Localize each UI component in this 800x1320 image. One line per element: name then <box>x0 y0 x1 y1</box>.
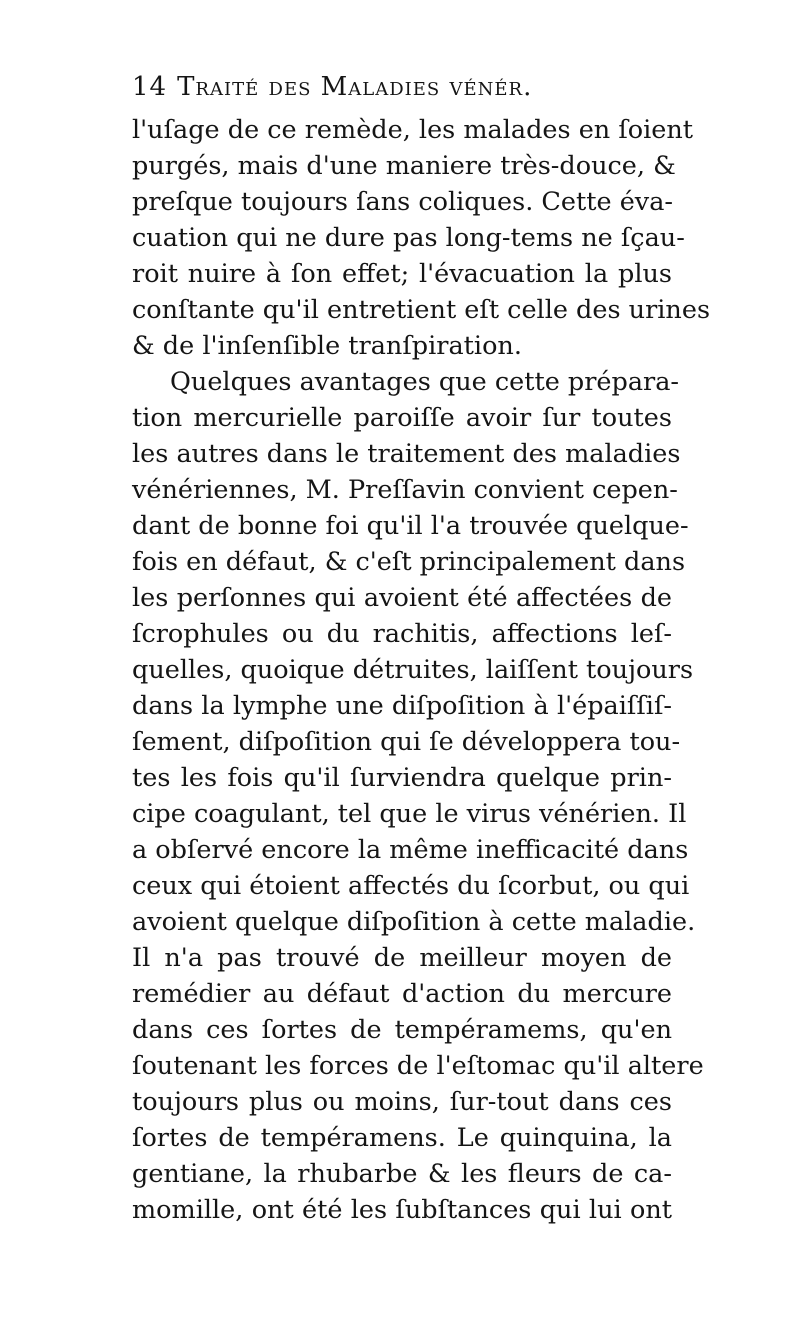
text-line: cipe coagulant, tel que le virus vénérien. Il <box>132 799 687 829</box>
text-line: les autres dans le traitement des maladies <box>132 439 681 469</box>
text-line: ceux qui étoient affectés du ſcorbut, ou qui <box>132 871 690 901</box>
text-line: dans ces ſortes de tempéramems, qu'en <box>132 1015 672 1045</box>
text-line: remédier au défaut d'action du mercure <box>132 979 672 1009</box>
text-line: dans la lymphe une diſpoſition à l'épaiſſiſ- <box>132 691 672 721</box>
running-head <box>132 72 672 116</box>
text-line: conſtante qu'il entretient eſt celle des urines <box>132 295 711 325</box>
text-line: avoient quelque diſpoſition à cette maladie. <box>132 907 696 937</box>
text-line: purgés, mais d'une maniere très-douce, & <box>132 151 676 181</box>
text-line: dant de bonne foi qu'il l'a trouvée quelque- <box>132 511 689 541</box>
text-line: roit nuire à ſon effet; l'évacuation la plus <box>132 259 672 289</box>
text-line: l'uſage de ce remède, les malades en ſoient <box>132 115 694 145</box>
text-line: & de l'inſenſible tranſpiration. <box>132 331 522 361</box>
text-line: ſoutenant les forces de l'eſtomac qu'il altere <box>132 1051 704 1081</box>
text-line: preſque toujours ſans coliques. Cette éva- <box>132 187 674 217</box>
book-page <box>132 72 711 1228</box>
text-line: Il n'a pas trouvé de meilleur moyen de <box>132 943 672 973</box>
page-number: 14 <box>132 72 168 102</box>
text-line: vénériennes, M. Preſſavin convient cepen- <box>132 475 678 505</box>
text-line: ſement, diſpoſition qui ſe développera tou- <box>132 727 681 757</box>
text-line: toujours plus ou moins, ſur-tout dans ces <box>132 1087 672 1117</box>
text-line: ſortes de tempéramens. Le quinquina, la <box>132 1123 672 1153</box>
text-line: momille, ont été les ſubſtances qui lui ont <box>132 1195 672 1225</box>
text-line: fois en défaut, & c'eſt principalement dans <box>132 547 686 577</box>
text-line: cuation qui ne dure pas long-tems ne ſçau- <box>132 223 685 253</box>
body-text <box>132 112 711 1228</box>
text-line: Quelques avantages que cette prépara- <box>170 367 680 397</box>
text-line: les perſonnes qui avoient été affectées de <box>132 583 672 613</box>
text-line: gentiane, la rhubarbe & les fleurs de ca- <box>132 1159 672 1189</box>
running-title: Traité des Maladies vénér. <box>177 72 533 102</box>
text-line: tes les fois qu'il ſurviendra quelque prin- <box>132 763 672 793</box>
text-line: ſcrophules ou du rachitis, affections leſ- <box>132 619 672 649</box>
text-line: quelles, quoique détruites, laiſſent toujours <box>132 655 694 685</box>
text-line: a obſervé encore la même inefficacité dans <box>132 835 689 865</box>
text-line: tion mercurielle paroiſſe avoir ſur toutes <box>132 403 672 433</box>
